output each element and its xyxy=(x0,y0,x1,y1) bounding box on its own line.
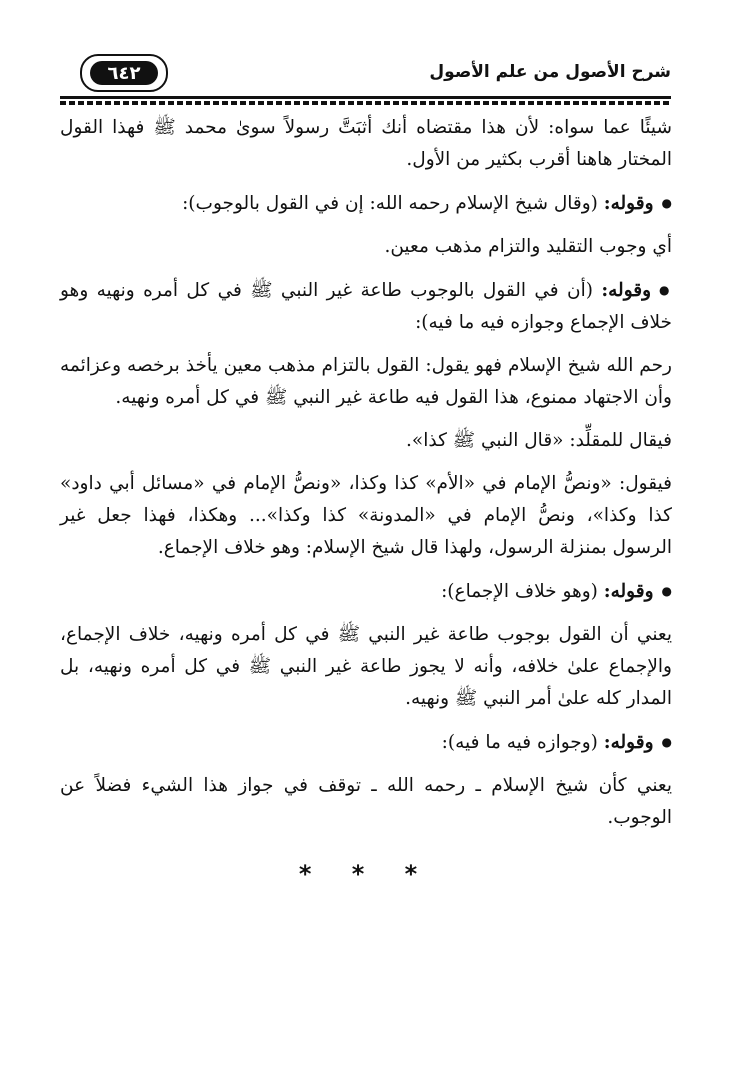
page-number-badge xyxy=(80,54,168,92)
paragraph xyxy=(60,770,672,834)
running-title: شرح الأصول من علم الأصول xyxy=(429,62,671,82)
paragraph xyxy=(60,112,672,176)
paragraph-heading: وقوله: xyxy=(603,732,654,753)
paragraph-heading: وقوله: xyxy=(601,280,652,301)
paragraph-text: رحم الله شيخ الإسلام فهو يقول: القول بالتزام مذهب معين يأخذ برخصه وعزائمه وأن الاجتهاد ممنوع، هذا القول فيه طاعة غير النبي ﷺ في كل أمره ونهيه. xyxy=(60,355,672,408)
paragraph xyxy=(60,619,672,715)
paragraph-text: أي وجوب التقليد والتزام مذهب معين. xyxy=(384,236,672,257)
paragraph-text: (وقال شيخ الإسلام رحمه الله: إن في القول بالوجوب): xyxy=(182,193,598,214)
body-text xyxy=(60,112,672,890)
section-separator: * * * xyxy=(298,860,434,888)
header-dashed-rule xyxy=(60,101,671,105)
paragraph xyxy=(60,468,672,564)
paragraph xyxy=(60,350,672,414)
quote-paragraph xyxy=(60,726,672,759)
paragraph-text: يعني كأن شيخ الإسلام ـ رحمه الله ـ توقف في جواز هذا الشيء فضلاً عن الوجوب. xyxy=(60,775,672,828)
quote-paragraph xyxy=(60,575,672,608)
paragraph-heading: وقوله: xyxy=(603,581,654,602)
paragraph-text: (أن في القول بالوجوب طاعة غير النبي ﷺ في كل أمره ونهيه وهو خلاف الإجماع وجوازه فيه ما فيه): xyxy=(60,280,672,333)
paragraph xyxy=(60,425,672,457)
paragraph-text: يعني أن القول بوجوب طاعة غير النبي ﷺ في كل أمره ونهيه، خلاف الإجماع، والإجماع علىٰ خلافه، وأنه لا يجوز طاعة غير النبي ﷺ في كل أمره ونهيه، بل المدار كله علىٰ أمر النبي ﷺ ونهيه. xyxy=(60,624,672,709)
paragraph-text: فيقول: «ونصُّ الإمام في «الأم» كذا وكذا، «ونصُّ الإمام في «مسائل أبي داود» كذا وكذا»، ونصُّ الإمام في «المدونة» كذا وكذا»... وهكذا، فهذا جعل غير الرسول بمنزلة الرسول، ولهذا قال شيخ الإسلام: وهو خلاف الإجماع. xyxy=(60,473,672,558)
paragraph-heading: وقوله: xyxy=(603,193,654,214)
page-header xyxy=(50,52,671,98)
paragraph xyxy=(60,231,672,263)
paragraph-text: شيئًا عما سواه: لأن هذا مقتضاه أنك أثبَتَّ رسولاً سوىٰ محمد ﷺ فهذا القول المختار هاهنا أقرب بكثير من الأول. xyxy=(60,117,672,170)
quote-paragraph xyxy=(60,187,672,220)
paragraph-text: (وجوازه فيه ما فيه): xyxy=(441,732,598,753)
paragraph-text: فيقال للمقلِّد: «قال النبي ﷺ كذا». xyxy=(406,430,672,451)
quote-paragraph xyxy=(60,274,672,339)
page-number: ٦٤٢ xyxy=(90,61,158,85)
header-rule xyxy=(60,96,671,99)
paragraph-text: (وهو خلاف الإجماع): xyxy=(441,581,598,602)
